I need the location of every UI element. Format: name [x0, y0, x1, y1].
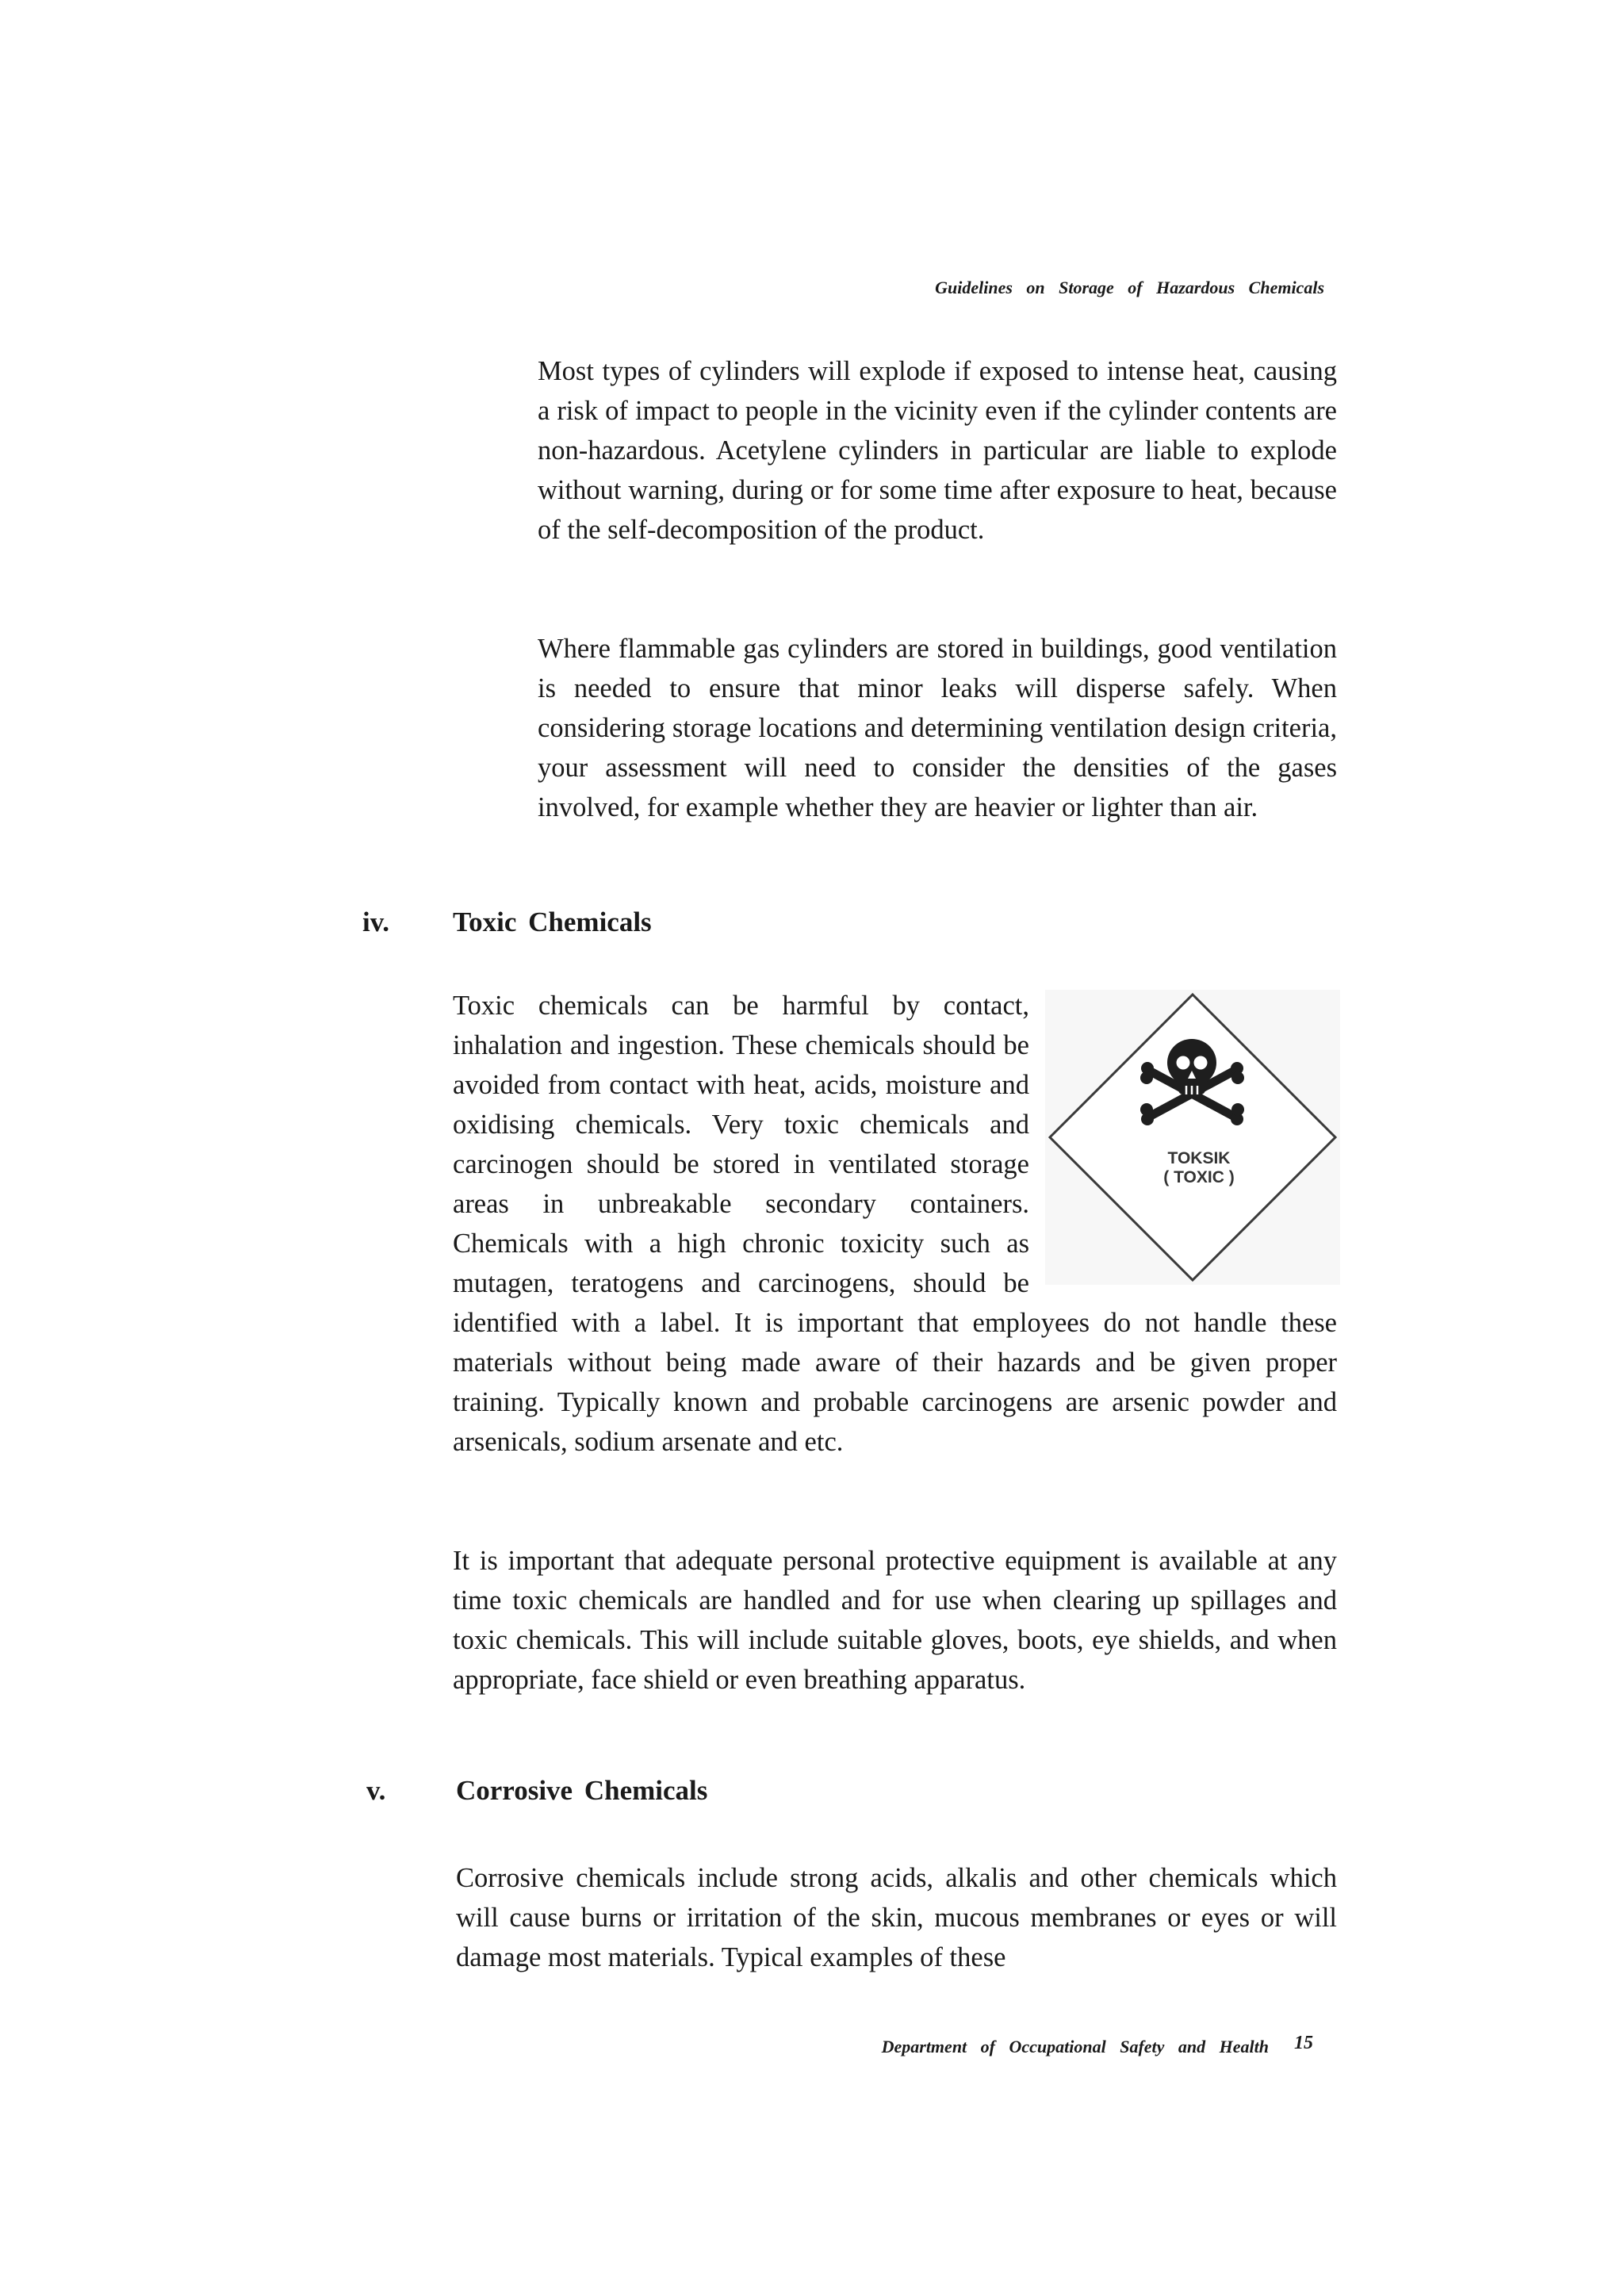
- section-title-toxic: Toxic Chemicals: [453, 907, 652, 937]
- paragraph-toxic-ppe: It is important that adequate personal protective equipment is available at any time toxic chemicals are handled and for use when clearing up spillages and toxic chemicals. This will include suitable gloves, boots, eye shields, and when appropriate, face shield or even breathing apparatus.: [453, 1546, 1337, 1695]
- sign-label-toksik: TOKSIK: [1167, 1149, 1231, 1167]
- running-header: Guidelines on Storage of Hazardous Chemicals: [935, 278, 1324, 297]
- figure-wrap-spacer: [1029, 986, 1337, 1281]
- page-number: 15: [1294, 2033, 1313, 2053]
- paragraph-toxic-body: [453, 986, 1337, 1462]
- paragraph-cylinders-explode: Most types of cylinders will explode if exposed to intense heat, causing a risk of impact to people in the vicinity even if the cylinder contents are non-hazardous. Acetylene cylinders in particular are liable to explode without warning, during or for some time after exposure to heat, because of the self-decomposition of the product.: [538, 356, 1337, 545]
- paragraph-flammable-ventilation: Where flammable gas cylinders are stored in buildings, good ventilation is needed to ensure that minor leaks will disperse safely. When considering storage locations and determining ventilation design criteria, your assessment will need to consider the densities of the gases involved, for example whether they are heavier or lighter than air.: [538, 634, 1337, 822]
- section-number-corrosive: v.: [366, 1775, 386, 1806]
- section-number-toxic: iv.: [362, 907, 390, 937]
- paragraph-corrosive-body: Corrosive chemicals include strong acids, alkalis and other chemicals which will cause burns or irritation of the skin, mucous membranes or eyes or will damage most materials. Typical examples of these: [456, 1863, 1337, 1972]
- footer-department: Department of Occupational Safety and Health: [881, 2037, 1269, 2056]
- section-title-corrosive: Corrosive Chemicals: [456, 1775, 708, 1806]
- sign-label-toxic: ( TOXIC ): [1163, 1168, 1235, 1186]
- toxic-body-text: Toxic chemicals can be harmful by contact, inhalation and ingestion. These chemicals should be avoided from contact with heat, acids, moisture and oxidising chemicals. Very toxic chemicals and carcinogen should be stored in ventilated storage areas in unbreakable secondary containers. Chemicals with a high chronic toxicity such as mutagen, teratogens and carcinogens, should be identified with a label. It is important that employees do not handle these materials without being made aware of their hazards and be given proper training. Typically known and probable carcinogens are arsenic powder and arsenicals, sodium arsenate and etc.: [453, 991, 1337, 1457]
